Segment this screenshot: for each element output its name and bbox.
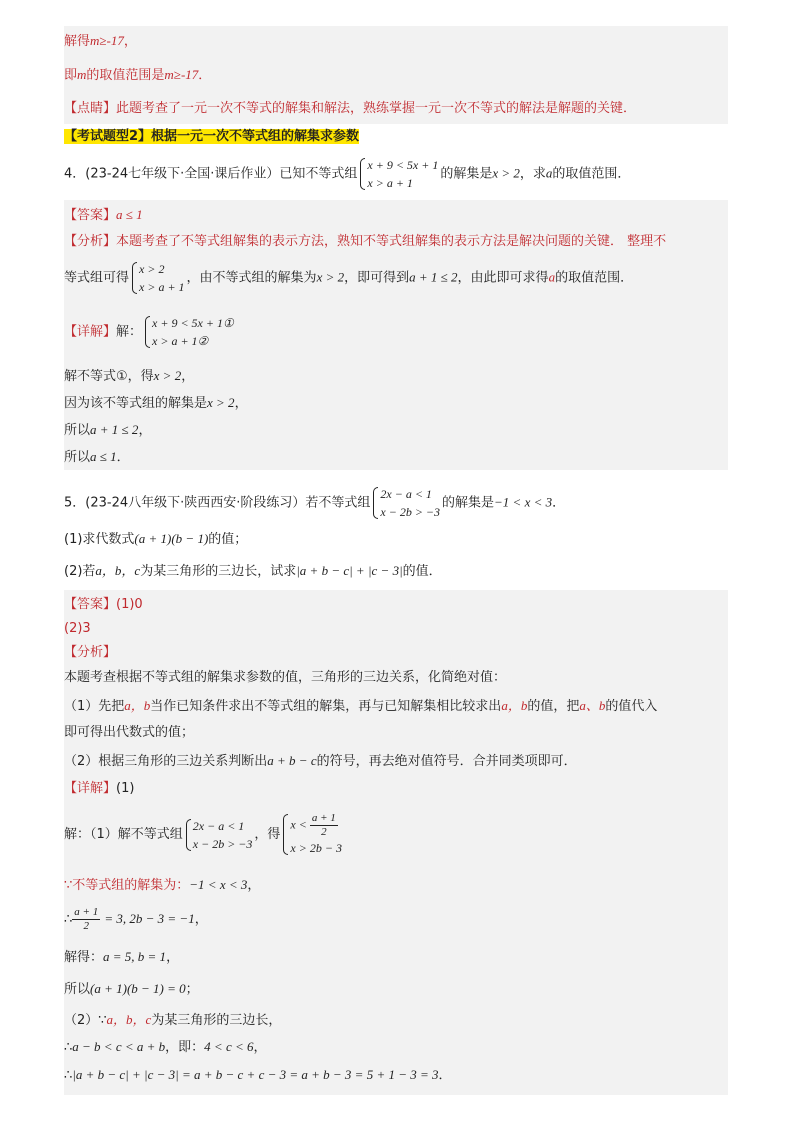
text: (2)3	[64, 621, 91, 636]
q5-result-system	[282, 812, 342, 857]
math: x > 2	[492, 165, 520, 181]
text: ．	[116, 450, 130, 465]
text: ，	[166, 950, 180, 965]
text: ．	[438, 1068, 452, 1083]
text: （1）先把	[64, 699, 125, 714]
q5-analysis-2	[64, 697, 657, 716]
q5-system	[372, 485, 440, 521]
answer-tag: 【答案】	[64, 208, 117, 223]
math: = 3, 2b − 3 = −1	[104, 911, 195, 926]
detail-tag: 【详解】	[64, 781, 117, 796]
text: 为某三角形的三边长，试求	[140, 564, 297, 579]
math: a	[548, 269, 556, 285]
q4-step-3	[64, 421, 151, 440]
q5-sub-2	[64, 562, 442, 581]
math: x > 2	[153, 368, 182, 383]
math: a、b	[579, 698, 606, 713]
math: x > 2	[207, 395, 235, 410]
numerator: a + 1	[74, 906, 99, 918]
text: ，	[123, 34, 137, 49]
text: 的取值范围．	[555, 270, 634, 286]
text: 的取值范围是	[86, 68, 165, 83]
math: a + b − c	[267, 753, 317, 768]
math: (a + 1)(b − 1)	[134, 531, 209, 546]
row: 2x − a < 1	[380, 487, 432, 501]
row: x > a + 1	[139, 280, 185, 294]
analysis-tag: 【分析】	[64, 645, 117, 660]
comment-tag: 【点睛】	[64, 101, 117, 116]
text: (1)0	[116, 597, 143, 612]
math: a + 1 ≤ 2	[409, 269, 458, 285]
text: ，即可得到	[344, 270, 410, 286]
text: 本题考查了不等式组解集的表示方法，熟知不等式组解集的表示方法是解决问题的关键． 整理不	[116, 234, 667, 249]
denominator: 2	[83, 920, 89, 932]
math: −1 < x < 3	[189, 877, 248, 892]
q4-system	[359, 156, 438, 192]
text: 即可得出代数式的值；	[64, 725, 195, 740]
prev-comment	[64, 100, 636, 118]
math: 4 < c < 6	[204, 1039, 254, 1054]
text: ，得	[254, 827, 281, 842]
text: 所以	[64, 450, 91, 465]
numerator: a + 1	[311, 812, 336, 824]
q5-because	[64, 876, 260, 895]
q5-therefore	[64, 906, 208, 933]
denominator: 2	[321, 826, 327, 838]
math: a，b	[124, 698, 151, 713]
q5-analysis-tag	[64, 644, 116, 662]
text: 解得	[64, 34, 91, 49]
math: |a + b − c| + |c − 3| = a + b − c + c − 3 = a + b − 3 = 5 + 1 − 3 = 3	[72, 1067, 439, 1082]
q5-solve	[64, 948, 179, 967]
text: 解得：	[64, 950, 104, 965]
q5-answer-2	[64, 620, 91, 638]
q4-step-4	[64, 448, 130, 467]
q5-so	[64, 980, 199, 999]
text: ．	[198, 68, 212, 83]
text: 解：	[116, 324, 143, 340]
math: a	[545, 165, 553, 181]
text: ∴	[64, 1068, 73, 1083]
prev-line-1	[64, 32, 137, 51]
text: 所以	[64, 982, 91, 997]
q4-analysis-1	[64, 233, 666, 251]
text: ，	[234, 396, 248, 411]
text: 等式组可得	[64, 270, 130, 286]
text: （2）根据三角形的三边关系判断出	[64, 754, 268, 769]
text: 因为该不等式组的解集是	[64, 396, 208, 411]
text: ，	[247, 878, 261, 893]
text: 5．(23-24八年级下·陕西西安·阶段练习）若不等式组	[64, 495, 371, 511]
math: |a + b − c| + |c − 3|	[296, 563, 403, 578]
q5-stem	[64, 485, 565, 521]
text: 即	[64, 68, 78, 83]
text: 本题考查根据不等式组的解集求参数的值，三角形的三边关系，化简绝对值：	[64, 670, 507, 685]
math: x > 2	[316, 269, 345, 285]
text: 的取值范围．	[552, 166, 631, 182]
math: a ≤ 1	[116, 207, 143, 222]
math: m≥-17	[90, 33, 124, 48]
answer-tag: 【答案】	[64, 597, 117, 612]
text: (1)求代数式	[64, 532, 135, 547]
q5-answer-1	[64, 596, 143, 614]
row: x + 9 < 5x + 1	[367, 158, 439, 172]
q5-analysis-1	[64, 669, 506, 687]
text: 4．(23-24七年级下·全国·课后作业）已知不等式组	[64, 166, 358, 182]
math: a + 1 ≤ 2	[90, 422, 139, 437]
row	[290, 812, 342, 839]
q5-part2-1	[64, 1011, 281, 1030]
text: ，	[181, 369, 195, 384]
row: 2x − a < 1	[192, 818, 245, 833]
math: a，b，c	[106, 1012, 152, 1027]
text: 的值，把	[527, 699, 580, 714]
math: m	[77, 67, 87, 82]
text: ；	[185, 982, 199, 997]
q4-detail-system	[144, 314, 234, 350]
text: ，由此即可求得	[457, 270, 549, 286]
q4-answer	[64, 206, 143, 225]
math: a − b < c < a + b	[72, 1039, 166, 1054]
q5-part2-3	[64, 1066, 452, 1085]
text: 解不等式①，得	[64, 369, 154, 384]
math: −1 < x < 3	[494, 494, 553, 510]
text: ，	[194, 912, 208, 927]
row: x > 2b − 3	[290, 841, 342, 855]
row: x > 2	[139, 262, 165, 276]
math: m≥-17	[164, 67, 199, 82]
text: ，即：	[165, 1040, 205, 1055]
q5-analysis-3	[64, 724, 194, 742]
q5-sub-1	[64, 530, 247, 549]
detail-tag: 【详解】	[64, 324, 117, 340]
text: ，	[138, 423, 152, 438]
q5-part2-2	[64, 1038, 267, 1057]
section-title	[64, 128, 359, 146]
prev-line-2	[64, 66, 211, 85]
text: ∴	[64, 1040, 73, 1055]
q4-analysis-2	[64, 260, 633, 296]
math: x <	[290, 817, 307, 832]
text: 解：（1）解不等式组	[64, 827, 183, 842]
q4-detail	[64, 314, 236, 350]
q5-detail	[64, 780, 134, 798]
fraction	[72, 906, 100, 933]
section-title-text: 【考试题型2】根据一元一次不等式组的解集求参数	[64, 129, 360, 144]
row: x + 9 < 5x + 1①	[152, 316, 234, 330]
text: 当作已知条件求出不等式组的解集，再与已知解集相比较求出	[150, 699, 502, 714]
row: x > a + 1②	[152, 334, 209, 348]
text: 所以	[64, 423, 91, 438]
text: ，	[253, 1040, 267, 1055]
text: 的符号，再去绝对值符号．合并同类项即可．	[316, 754, 577, 769]
row: x − 2b > −3	[380, 505, 441, 519]
comment-text: 此题考查了一元一次不等式的解集和解法，熟练掌握一元一次不等式的解法是解题的关键．	[116, 101, 637, 116]
text: (2)若	[64, 564, 96, 579]
q4-stem	[64, 156, 630, 192]
text: 的值；	[208, 532, 248, 547]
text: 的值．	[402, 564, 442, 579]
math: a = 5, b = 1	[103, 949, 167, 964]
math: a，b，c	[95, 563, 141, 578]
math: a ≤ 1	[90, 449, 117, 464]
text: 的解集是	[442, 495, 495, 511]
text: ，由不等式组的解集为	[186, 270, 317, 286]
text: 的值代入	[605, 699, 658, 714]
text: 的解集是	[440, 166, 493, 182]
math: a，b	[501, 698, 528, 713]
math: (a + 1)(b − 1) = 0	[90, 981, 186, 996]
q5-analysis-4	[64, 752, 577, 771]
fraction	[310, 812, 338, 839]
row: x > a + 1	[367, 176, 413, 190]
text: ∴	[64, 912, 73, 927]
q4-analysis-system	[131, 260, 185, 296]
q4-step-1	[64, 367, 194, 386]
row: x − 2b > −3	[192, 836, 253, 851]
q5-solution-1	[64, 812, 344, 857]
q4-step-2	[64, 394, 248, 413]
analysis-tag: 【分析】	[64, 234, 117, 249]
q5-solution-system	[185, 817, 253, 853]
text: 为某三角形的三边长，	[151, 1013, 282, 1028]
text: ，求	[519, 166, 546, 182]
text: (1)	[116, 781, 135, 796]
text: （2）∵	[64, 1013, 107, 1028]
text: ．	[552, 495, 566, 511]
text: ∵不等式组的解集为：	[64, 878, 190, 893]
